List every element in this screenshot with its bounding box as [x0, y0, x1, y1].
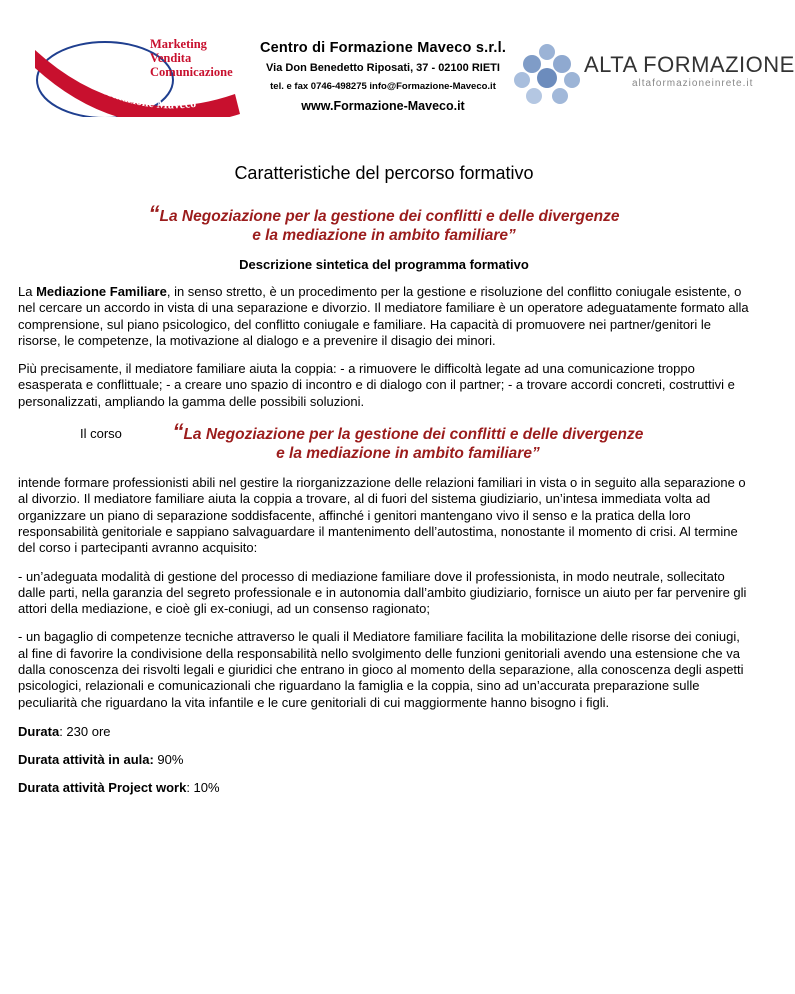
close-quote: ”: [508, 227, 516, 244]
open-quote: “: [148, 201, 160, 226]
document-body: [18, 140, 750, 795]
paragraph-modalita: - un’adeguata modalità di gestione del processo di mediazione familiare dove il professionista, in modo neutrale, sollecitato dalle parti, nella garanzia del segreto professionale e in autonomia dall’ambito giudiziario, fornisce un aiuto per far pervenire gli attori della mediazione, e cioè gli ex-coniugi, ad un consenso ragionato;: [18, 568, 747, 617]
course-title-repeat: “La Negoziazione per la gestione dei conflitti e delle divergenze e la mediazione in ambito familiare”: [172, 419, 644, 463]
maveco-logo: [35, 32, 240, 117]
alta-formazione-logo: [512, 42, 795, 112]
course-title-line-1: La Negoziazione per la gestione dei conflitti e delle divergenze: [159, 208, 620, 225]
company-website[interactable]: www.Formazione-Maveco.it: [301, 99, 465, 113]
durata-row: Durata: 230 ore: [18, 723, 111, 739]
logo-line-2: Vendita: [150, 51, 192, 65]
document-title: Caratteristiche del percorso formativo: [234, 163, 534, 183]
course-intro: [18, 419, 750, 463]
course-lead: Il corso: [80, 426, 122, 442]
mediazione-familiare-term: Mediazione Familiare: [36, 284, 167, 299]
logo-line-3: Comunicazione: [150, 65, 233, 79]
spheres-icon: [512, 42, 582, 112]
company-name: Centro di Formazione Maveco s.r.l.: [259, 40, 507, 56]
page-header: [0, 0, 795, 135]
durata-aula-row: Durata attività in aula: 90%: [18, 751, 184, 767]
course-title-line-2: e la mediazione in ambito familiare: [252, 227, 509, 244]
paragraph-obiettivi: intende formare professionisti abili nel gestire la riorganizzazione delle relazioni familiari in vista o in seguito alla separazione o al divorzio. Il mediatore familiare aiuta la coppia a trovare, al di fuori del sistema giudiziario, un’intesa immediata volta ad organizzare un piano di separazione soddisfacente, affinché i genitori mantengano vivo il senso e la pratica della loro responsabilità genitoriale e sappiano salvaguardare il mantenimento dell’autostima, nonostante il momento di crisi. Al termine del corso i partecipanti avranno acquisito:: [18, 475, 746, 556]
paragraph-competenze: - un bagaglio di competenze tecniche attraverso le quali il Mediatore familiare facilita la mobilitazione delle risorse dei coniugi, al fine di favorire la condivisione della responsabilità nello svolgimento delle funzioni genitoriali avendo una estensione che va dalla conoscenza dei risvolti legali e giuridici che entrano in gioco al momento della separazione, alla conoscenza degli aspetti psicologici, relazionali e comunicazionali che riguardano la famiglia e la coppia, sino ad un’accurata preparazione sulle peculiarità che riguardano la vita infantile e le cure genitoriali di cui maggiormente hanno bisogno i figli.: [18, 629, 744, 710]
company-address: Via Don Benedetto Riposati, 37 - 02100 RIETI: [266, 62, 500, 74]
paragraph-mediazione: La Mediazione Familiare, in senso stretto, è un procedimento per la gestione e risoluzione del conflitto coniugale esistente, o nel cercare un accordo in vista di una separazione e divorzio. Il mediatore familiare è un operatore adeguatamente formato alla comprensione, sul piano psicologico, del conflitto coniugale e familiare. Ha capacità di promuovere nei partner/genitori le risorse, le competenze, la motivazione al dialogo e a prevenire il disagio dei minori.: [18, 284, 749, 348]
paragraph-mediatore: Più precisamente, il mediatore familiare aiuta la coppia: - a rimuovere le difficoltà legate ad una comunicazione troppo esasperata e conflittuale; - a creare uno spazio di incontro e di dialogo con il partner; - a trovare accordi concreti, costruttivi e personalizzati, ampliando la gamma delle possibili soluzioni.: [18, 361, 735, 409]
alta-formazione-name: ALTA FORMAZIONE: [584, 52, 795, 77]
alta-formazione-site: altaformazioneinrete.it: [632, 78, 754, 89]
logo-line-1: Marketing: [150, 37, 207, 51]
course-title: [18, 201, 750, 245]
durata-project-work-row: Durata attività Project work: 10%: [18, 779, 220, 795]
section-title: Descrizione sintetica del programma formativo: [239, 257, 529, 272]
company-contacts: tel. e fax 0746-498275 info@Formazione-Maveco.it: [270, 81, 496, 92]
company-info: [248, 40, 518, 113]
logo-arc-text: Centro di Formazione Maveco: [50, 53, 197, 112]
